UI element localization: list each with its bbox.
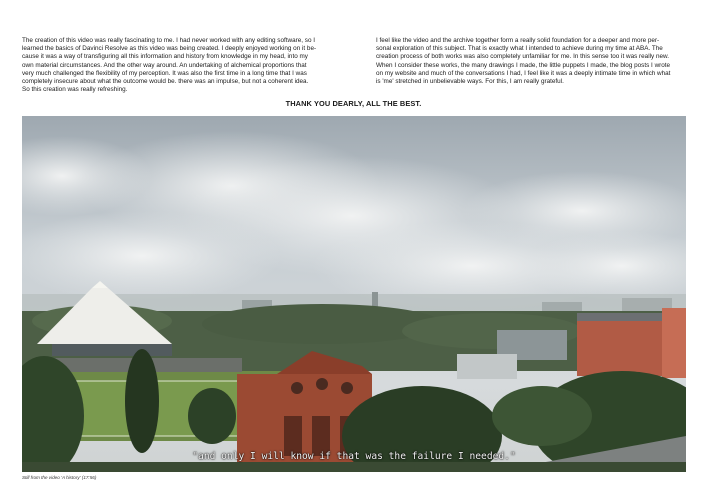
city-skyline-image bbox=[22, 116, 686, 472]
paragraph-line: cause it was a way of transfiguring all this information and history from knowledge in my head, into my bbox=[22, 53, 308, 61]
paragraph-line: completely insecure about what the outcome would be. there was an impulse, but not a coherent idea. bbox=[22, 78, 309, 86]
paragraph-line: I feel like the video and the archive together form a really solid foundation for a deeper and more per- bbox=[376, 37, 660, 44]
paragraph-line: creation process of both works was also completely unfamiliar for me. In this sense too it was really new. bbox=[376, 53, 669, 61]
paragraph-line: sonal exploration of this subject. That is exactly what I intended to achieve during my time at ABA. The bbox=[376, 45, 663, 53]
paragraph-line: So this creation was really refreshing. bbox=[22, 86, 128, 94]
paragraph-line: learned the basics of Davinci Resolve as this video was being created. I deeply enjoyed working on it be- bbox=[22, 45, 317, 53]
paragraph-line: The creation of this video was really fascinating to me. I had never worked with any editing software, so I bbox=[22, 37, 316, 44]
image-caption: Still from the video 'A history' (17:56) bbox=[22, 475, 97, 480]
paragraph-line: is 'me' stretched in unbelievable ways. For this, I am really grateful. bbox=[376, 78, 564, 86]
text-column-right bbox=[376, 37, 688, 86]
text-column-left bbox=[22, 37, 334, 94]
paragraph-line: own material circumstances. And the other way around. An undertaking of alchemical proportions that bbox=[22, 61, 307, 69]
paragraph-line: very much challenged the flexibility of my perception. It was also the first time in a long time that I was bbox=[22, 69, 307, 77]
thanks-heading: THANK YOU DEARLY, ALL THE BEST. bbox=[285, 99, 422, 108]
video-subtitle: "and only I will know if that was the failure I needed." bbox=[192, 451, 516, 462]
paragraph-line: When I consider these works, the many drawings I made, the little puppets I made, the blog posts I wrote bbox=[376, 61, 671, 69]
paragraph-line: on my website and much of the conversations I had, I feel like it was a deeply intimate time in which what bbox=[376, 69, 671, 77]
video-still bbox=[22, 116, 686, 472]
